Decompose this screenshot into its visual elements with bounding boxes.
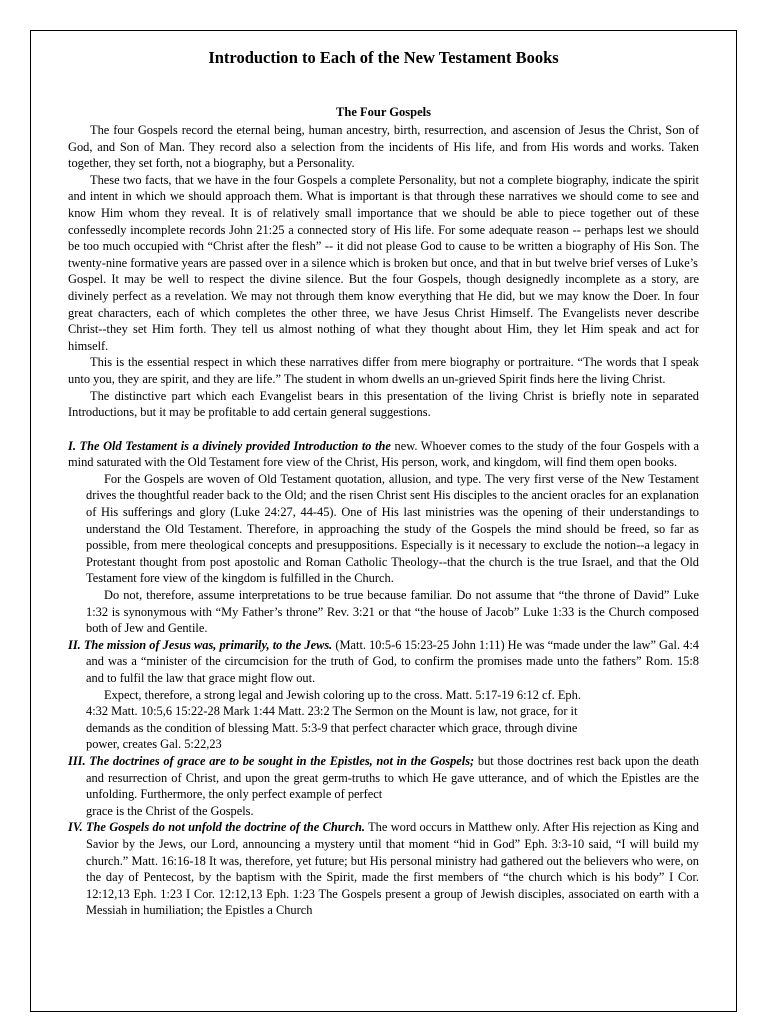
point-3-tail: grace is the Christ of the Gospels. [86, 803, 254, 818]
spacer [68, 421, 699, 438]
intro-paragraph: This is the essential respect in which these narratives differ from mere biography or portraiture. “The words that I speak unto you, they are spirit, and they are life.” The student in whom dwells an un-grieved Spirit finds here the living Christ. [68, 355, 699, 386]
document-page [30, 30, 737, 1012]
point-2-heading: II. The mission of Jesus was, primarily, to the Jews. [68, 637, 333, 652]
document-title: Introduction to Each of the New Testament Books [208, 48, 559, 67]
document-body [68, 122, 699, 919]
text-line: demands as the condition of blessing Matt. 5:3-9 that perfect character which grace, through divine [86, 720, 578, 735]
intro-paragraph: The distinctive part which each Evangelist bears in this presentation of the living Christ is briefly note in separated Introductions, but it may be profitable to add certain general suggestions. [68, 388, 699, 420]
text-line: power, creates Gal. 5:22,23 [86, 737, 222, 752]
point-3-heading: III. The doctrines of grace are to be sought in the Epistles, not in the Gospels; [68, 753, 475, 768]
intro-paragraph: The four Gospels record the eternal being, human ancestry, birth, resurrection, and ascension of Jesus the Christ, Son of God, and Son of Man. They record also a selection from the incidents of His life, and from His words and works. Taken together, they set forth, not a biography, but a Personality. [68, 123, 699, 171]
point-4-text: The word occurs in Matthew only. After His rejection as King and Savior by the Jews, our Lord, announcing a mystery until that moment “hid in God” Eph. 3:3-10 said, “I will build my church.” Matt. 16:16-18 It was, therefore, yet future; but His personal ministry had gathered out the believers who were, on the day of Pentecost, by the baptism with the Spirit, made the first members of “the church which is his body” I Cor. 12:12,13 Eph. 1:23 I Cor. 12:12,13 Eph. 1:23 The Gospels present a group of Jewish disciples, associated on earth with a Messiah in humiliation; the Epistles a Church [86, 820, 699, 918]
text-line: 4:32 Matt. 10:5,6 15:22-28 Mark 1:44 Matt. 23:2 The Sermon on the Mount is law, not grace, for it [86, 704, 578, 719]
point-2-subparagraph [68, 687, 699, 753]
point-1 [68, 438, 699, 471]
point-3 [68, 753, 699, 803]
intro-paragraph: Gospel. It may be well to respect the divine silence. But the four Gospels, though designedly incomplete as a story, are divinely perfect as a revelation. We may not through them know everything that He did, but we may know the Doer. In four great characters, each of which completes the other three, we have Jesus Christ Himself. The Evangelists never describe Christ--they set Him forth. They tell us almost nothing of what they thought about Him, they let Him speak and act for himself. [68, 272, 699, 353]
intro-paragraph: These two facts, that we have in the four Gospels a complete Personality, but not a complete biography, indicate the spirit and intent in which we should approach them. What is important is that through these narratives we should come to see and know Him whom they reveal. It is of relatively small importance that we should be able to piece together out of these confessedly incomplete records John 21:25 a connected story of His life. For some adequate reason -- perhaps lest we should be too much occupied with “Christ after the flesh” -- it did not please God to cause to be written a biography of His Son. The twenty-nine formative years are passed over in a silence which is broken but once, and that in but twelve brief verses of Luke’s [68, 172, 699, 270]
text-line: Expect, therefore, a strong legal and Jewish coloring up to the cross. Matt. 5:17-19 6:12 cf. Eph. [104, 687, 581, 702]
point-4 [68, 819, 699, 919]
point-3-text: but those doctrines rest back upon the death and resurrection of Christ, and upon the great germ-truths to which He gave utterance, and of which the Epistles are the unfolding. Furthermore, the only perfect example of perfect [86, 753, 700, 802]
section-title: The Four Gospels [336, 105, 431, 119]
point-1-text: new. Whoever comes to the study of the four Gospels with a mind saturated with the Old Testament fore view of the Christ, His person, work, and kingdom, will find them open books. [68, 438, 700, 470]
point-2 [68, 637, 699, 687]
point-4-heading: IV. The Gospels do not unfold the doctrine of the Church. [68, 820, 365, 835]
point-1-subparagraph: Do not, therefore, assume interpretations to be true because familiar. Do not assume that “the throne of David” Luke 1:32 is synonymous with “My Father’s throne” Rev. 3:21 or that “the house of Jacob” Luke 1:33 is the Church composed both of Jew and Gentile. [86, 588, 699, 636]
point-1-heading: I. The Old Testament is a divinely provided Introduction to the [68, 438, 391, 453]
point-1-subparagraph: For the Gospels are woven of Old Testament quotation, allusion, and type. The very first verse of the New Testament drives the thoughtful reader back to the Old; and the risen Christ sent His disciples to the ancient oracles for an explanation of His sufferings and glory (Luke 24:27, 44-45). One of His last ministries was the opening of their understandings to understand the Old Testament. Therefore, in approaching the study of the Gospels the mind should be freed, so far as possible, from mere theological concepts and presuppositions. Especially is it necessary to exclude the notion--a legacy in Protestant thought from post apostolic and Roman Catholic Theology--that the church is the true Israel, and that the Old Testament fore view of the kingdom is fulfilled in the Church. [86, 471, 699, 586]
point-2-text: (Matt. 10:5-6 15:23-25 John 1:11) He was “made under the law” Gal. 4:4 and was a “minister of the circumcision for the truth of God, to confirm the promises made unto the fathers” Rom. 15:8 and to fulfil the law that grace might flow out. [86, 637, 699, 685]
